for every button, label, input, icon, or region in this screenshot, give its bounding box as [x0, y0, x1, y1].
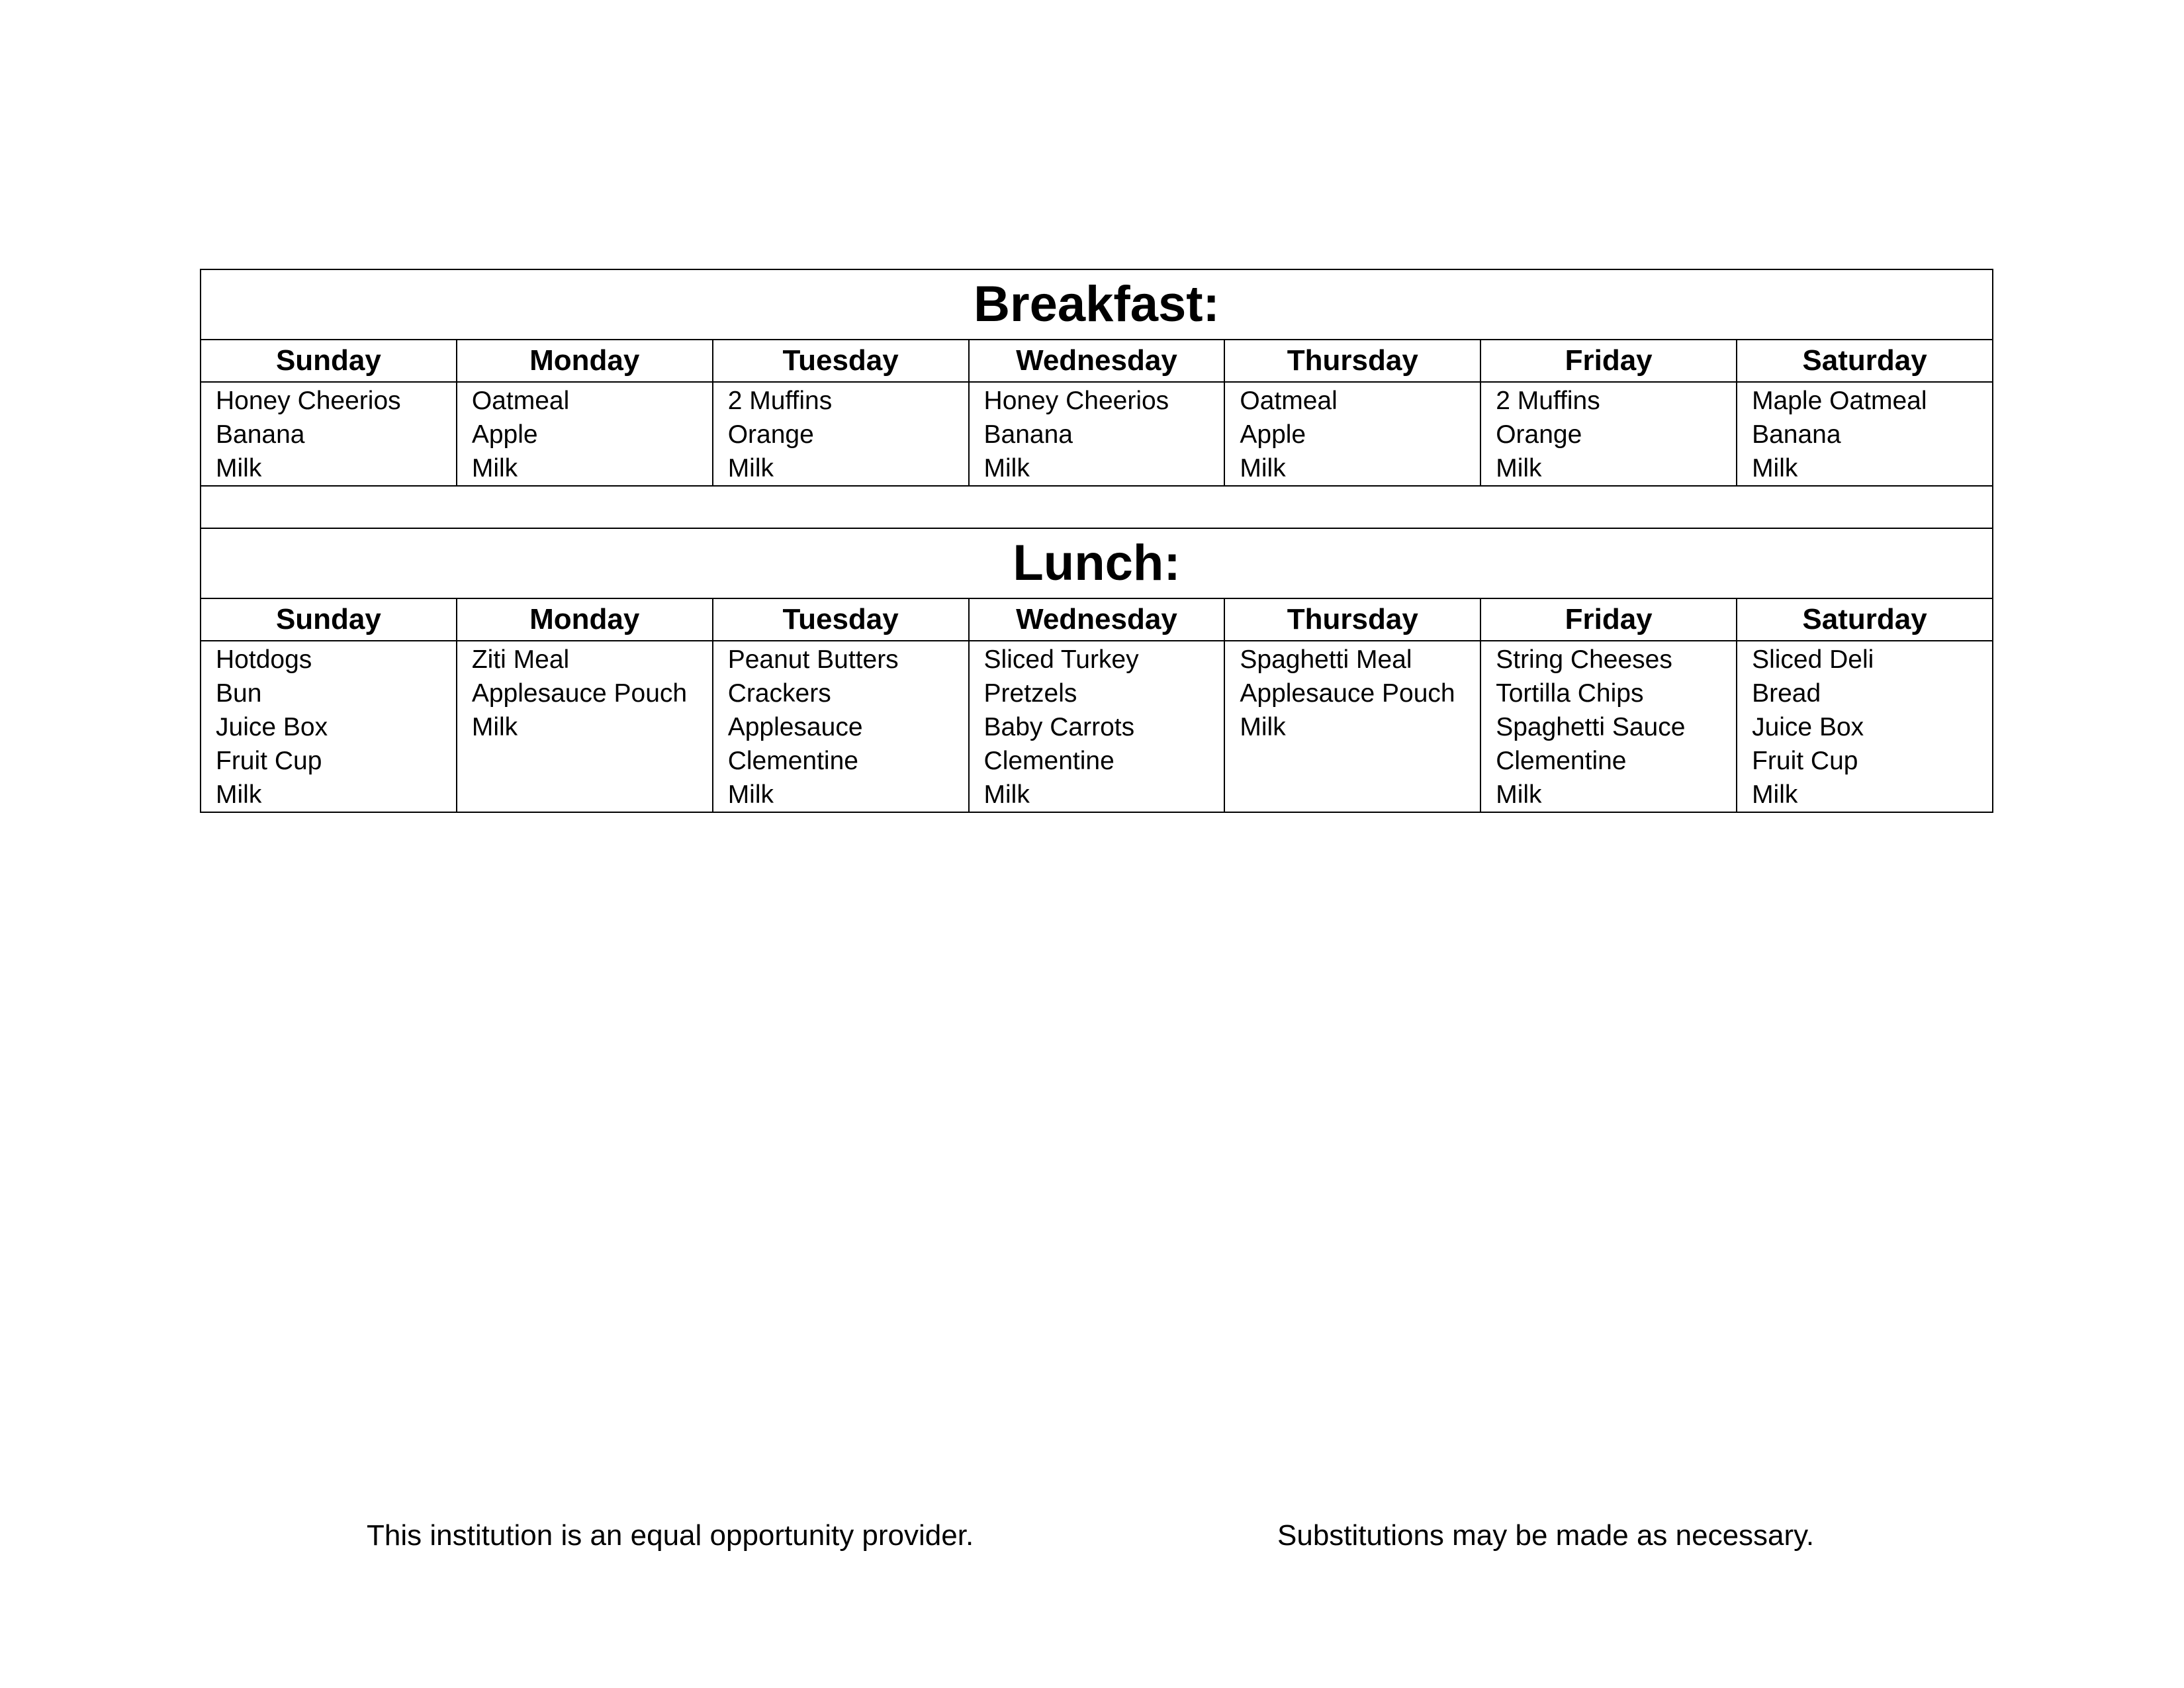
lunch-day-header-sunday: Sunday [201, 598, 457, 641]
lunch-day-header-monday: Monday [457, 598, 713, 641]
menu-item: Milk [1752, 454, 1798, 483]
lunch-title-row [201, 528, 1993, 598]
breakfast-items-thursday [1224, 382, 1480, 486]
menu-item: Spaghetti Meal [1240, 645, 1412, 674]
menu-item: Pretzels [983, 679, 1077, 708]
menu-item: Fruit Cup [1752, 747, 1858, 775]
breakfast-items-friday [1480, 382, 1737, 486]
menu-item: Milk [1496, 454, 1542, 483]
menu-item: Honey Cheerios [983, 387, 1169, 415]
menu-item: Fruit Cup [216, 747, 322, 775]
breakfast-items-wednesday [969, 382, 1225, 486]
lunch-day-header-tuesday: Tuesday [713, 598, 969, 641]
lunch-day-header-wednesday: Wednesday [969, 598, 1225, 641]
menu-item: Spaghetti Sauce [1496, 713, 1686, 741]
breakfast-day-header-saturday: Saturday [1737, 340, 1993, 382]
breakfast-day-header-wednesday: Wednesday [969, 340, 1225, 382]
menu-item: Milk [727, 454, 774, 483]
menu-item: Orange [727, 420, 814, 449]
menu-item: Clementine [727, 747, 858, 775]
menu-item: Clementine [1496, 747, 1627, 775]
menu-item: Honey Cheerios [216, 387, 401, 415]
menu-item: Orange [1496, 420, 1582, 449]
menu-item: 2 Muffins [727, 387, 833, 415]
breakfast-items-saturday [1737, 382, 1993, 486]
menu-item: Oatmeal [1240, 387, 1338, 415]
menu-item: Milk [1240, 454, 1286, 483]
menu-item: Banana [983, 420, 1073, 449]
substitutions-notice: Substitutions may be made as necessary. [1277, 1519, 1815, 1552]
menu-item: Clementine [983, 747, 1115, 775]
menu-item: Milk [471, 454, 518, 483]
breakfast-items-row [201, 382, 1993, 486]
menu-item: Milk [983, 454, 1030, 483]
menu-item: Peanut Butters [727, 645, 899, 674]
menu-item: 2 Muffins [1496, 387, 1600, 415]
menu-item: Apple [471, 420, 538, 449]
menu-item: Milk [983, 780, 1030, 809]
menu-item: Milk [727, 780, 774, 809]
menu-item: Hotdogs [216, 645, 312, 674]
menu-item: Juice Box [1752, 713, 1864, 741]
breakfast-items-monday [457, 382, 713, 486]
menu-item: Baby Carrots [983, 713, 1135, 741]
equal-opportunity-notice: This institution is an equal opportunity provider. [367, 1519, 974, 1552]
menu-item: Milk [471, 713, 518, 741]
menu-item: Maple Oatmeal [1752, 387, 1927, 415]
breakfast-items-sunday [201, 382, 457, 486]
breakfast-day-header-tuesday: Tuesday [713, 340, 969, 382]
menu-item: Milk [216, 780, 262, 809]
menu-item: Oatmeal [471, 387, 570, 415]
menu-table [200, 269, 1993, 813]
breakfast-day-header-friday: Friday [1480, 340, 1737, 382]
menu-item: Banana [216, 420, 305, 449]
menu-item: Bun [216, 679, 262, 708]
breakfast-day-header-thursday: Thursday [1224, 340, 1480, 382]
menu-item: Ziti Meal [471, 645, 570, 674]
menu-item: String Cheeses [1496, 645, 1672, 674]
lunch-items-wednesday [969, 641, 1225, 812]
menu-item: Applesauce Pouch [471, 679, 688, 708]
menu-item: Applesauce [727, 713, 863, 741]
menu-item: Tortilla Chips [1496, 679, 1644, 708]
lunch-items-friday [1480, 641, 1737, 812]
menu-item: Sliced Turkey [983, 645, 1139, 674]
lunch-items-sunday [201, 641, 457, 812]
breakfast-title: Breakfast: [201, 269, 1993, 340]
breakfast-day-header-row [201, 340, 1993, 382]
lunch-day-header-row [201, 598, 1993, 641]
lunch-day-header-friday: Friday [1480, 598, 1737, 641]
lunch-items-tuesday [713, 641, 969, 812]
lunch-items-thursday [1224, 641, 1480, 812]
menu-item: Apple [1240, 420, 1306, 449]
menu-item: Milk [1752, 780, 1798, 809]
lunch-items-monday [457, 641, 713, 812]
menu-item: Applesauce Pouch [1240, 679, 1455, 708]
breakfast-items-tuesday [713, 382, 969, 486]
menu-item: Sliced Deli [1752, 645, 1874, 674]
spacer-row [201, 486, 1993, 528]
lunch-day-header-thursday: Thursday [1224, 598, 1480, 641]
spacer-cell [201, 486, 1993, 528]
menu-item: Crackers [727, 679, 831, 708]
menu-item: Juice Box [216, 713, 328, 741]
menu-item: Milk [216, 454, 262, 483]
lunch-items-saturday [1737, 641, 1993, 812]
breakfast-day-header-monday: Monday [457, 340, 713, 382]
menu-item: Bread [1752, 679, 1821, 708]
menu-item: Banana [1752, 420, 1841, 449]
lunch-title: Lunch: [201, 528, 1993, 598]
menu-item: Milk [1496, 780, 1542, 809]
lunch-items-row [201, 641, 1993, 812]
menu-item: Milk [1240, 713, 1286, 741]
breakfast-day-header-sunday: Sunday [201, 340, 457, 382]
breakfast-title-row [201, 269, 1993, 340]
lunch-day-header-saturday: Saturday [1737, 598, 1993, 641]
